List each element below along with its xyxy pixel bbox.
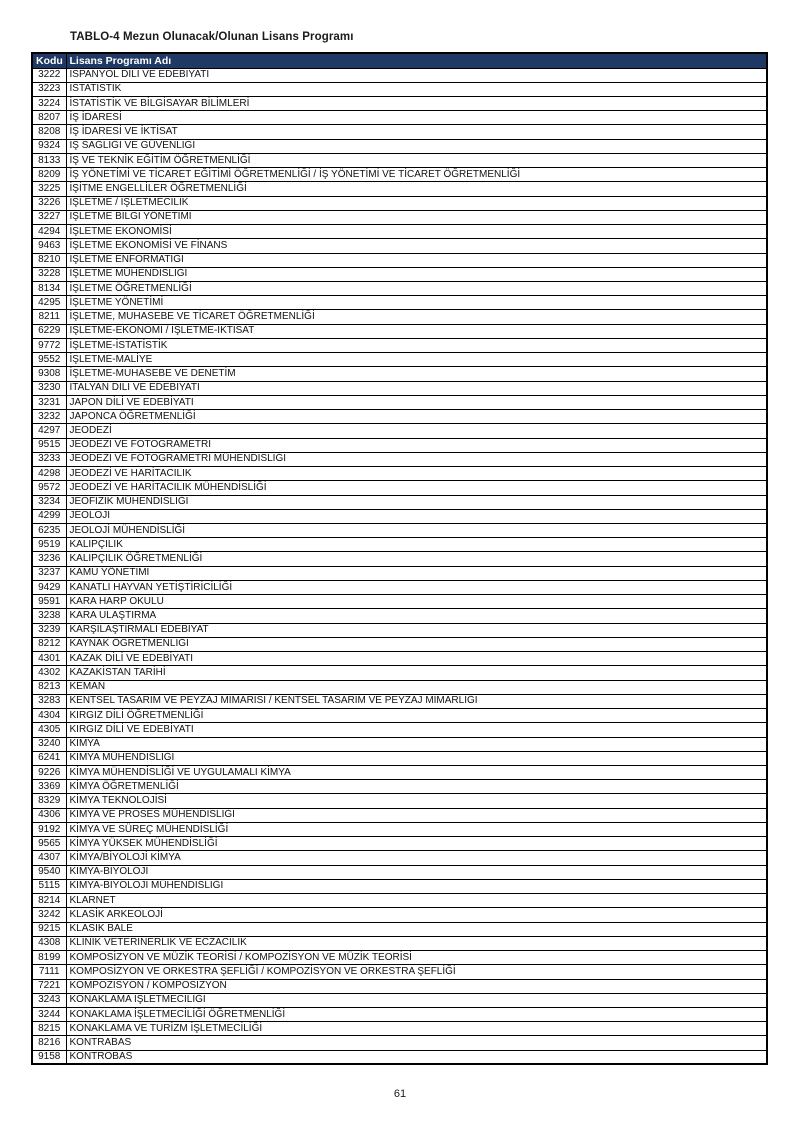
program-code: 4299 [32, 509, 66, 523]
table-row [32, 467, 767, 481]
program-name: KLİNİK VETERİNERLİK VE ECZACILIK [66, 936, 767, 950]
program-code: 3227 [32, 210, 66, 224]
program-name: İŞLETME ÖĞRETMENLİĞİ [66, 282, 767, 296]
table-row [32, 267, 767, 281]
table-row [32, 666, 767, 680]
program-code: 8214 [32, 894, 66, 908]
program-code: 9772 [32, 338, 66, 352]
program-name: KİMYA-BİYOLOJİ [66, 865, 767, 879]
table-row [32, 111, 767, 125]
program-name: İŞLETME-İSTATİSTİK [66, 338, 767, 352]
program-name: İŞLETME EKONOMİSİ VE FİNANS [66, 239, 767, 253]
table-row [32, 524, 767, 538]
program-code: 7221 [32, 979, 66, 993]
program-code: 8216 [32, 1036, 66, 1050]
program-name: İŞLETME BİLGİ YÖNETİMİ [66, 210, 767, 224]
program-name: KONTRABAS [66, 1036, 767, 1050]
program-name: İŞ YÖNETİMİ VE TİCARET EĞİTİMİ ÖĞRETMENLİĞİ / İŞ YÖNETİMİ VE TİCARET ÖĞRETMENLİĞİ [66, 168, 767, 182]
table-row [32, 837, 767, 851]
program-code: 3222 [32, 68, 66, 82]
program-code: 9565 [32, 837, 66, 851]
table-row [32, 580, 767, 594]
program-code: 3230 [32, 381, 66, 395]
program-name: KAMU YÖNETİMİ [66, 566, 767, 580]
table-row [32, 951, 767, 965]
program-code: 4302 [32, 666, 66, 680]
program-name: KENTSEL TASARIM VE PEYZAJ MİMARİSİ / KENTSEL TASARIM VE PEYZAJ MİMARLIĞI [66, 694, 767, 708]
program-code: 9308 [32, 367, 66, 381]
program-code: 8211 [32, 310, 66, 324]
table-row [32, 822, 767, 836]
table-row [32, 637, 767, 651]
program-code: 4295 [32, 296, 66, 310]
program-name: İŞ İDARESİ VE İKTİSAT [66, 125, 767, 139]
program-name: KİMYA MÜHENDİSLİĞİ VE UYGULAMALI KİMYA [66, 765, 767, 779]
program-code: 8207 [32, 111, 66, 125]
program-code: 3237 [32, 566, 66, 580]
program-name: KİMYA MÜHENDİSLİĞİ [66, 751, 767, 765]
table-header-row [32, 53, 767, 68]
program-name: KOMPOSİZYON VE ORKESTRA ŞEFLİĞİ / KOMPOZİSYON VE ORKESTRA ŞEFLİĞİ [66, 965, 767, 979]
table-row [32, 139, 767, 153]
table-row [32, 424, 767, 438]
program-code: 9591 [32, 595, 66, 609]
table-row [32, 737, 767, 751]
program-code: 4307 [32, 851, 66, 865]
table-row [32, 979, 767, 993]
program-name: KARA ULAŞTIRMA [66, 609, 767, 623]
program-code: 3242 [32, 908, 66, 922]
program-name: KARŞILAŞTIRMALI EDEBİYAT [66, 623, 767, 637]
table-row [32, 253, 767, 267]
program-name: İŞLETME, MUHASEBE VE TİCARET ÖĞRETMENLİĞİ [66, 310, 767, 324]
program-name: İSTATİSTİK [66, 82, 767, 96]
table-row [32, 1050, 767, 1064]
table-row [32, 509, 767, 523]
program-code: 4306 [32, 808, 66, 822]
program-code: 9515 [32, 438, 66, 452]
program-name: JEODEZİ VE HARİTACILIK [66, 467, 767, 481]
program-code: 8213 [32, 680, 66, 694]
program-name: İŞ SAĞLIĞI VE GÜVENLİĞİ [66, 139, 767, 153]
program-name: İSTATİSTİK VE BİLGİSAYAR BİLİMLERİ [66, 96, 767, 110]
program-code: 7111 [32, 965, 66, 979]
table-row [32, 395, 767, 409]
table-row [32, 353, 767, 367]
table-row [32, 239, 767, 253]
program-name: JEODEZİ VE HARİTACILIK MÜHENDİSLİĞİ [66, 481, 767, 495]
program-name: KOMPOSİZYON VE MÜZİK TEORİSİ / KOMPOZİSYON VE MÜZİK TEORİSİ [66, 951, 767, 965]
table-row [32, 296, 767, 310]
program-name: JEOLOJİ [66, 509, 767, 523]
table-row [32, 282, 767, 296]
program-name: KONAKLAMA VE TURİZM İŞLETMECİLİĞİ [66, 1022, 767, 1036]
program-code: 3369 [32, 780, 66, 794]
program-name: JEODEZİ [66, 424, 767, 438]
table-row [32, 481, 767, 495]
program-code: 3224 [32, 96, 66, 110]
program-code: 3243 [32, 993, 66, 1007]
program-table [31, 52, 768, 1065]
table-row [32, 609, 767, 623]
table-row [32, 1007, 767, 1021]
program-code: 3228 [32, 267, 66, 281]
table-row [32, 794, 767, 808]
program-code: 4294 [32, 225, 66, 239]
table-row [32, 410, 767, 424]
program-name: KONTROBAS [66, 1050, 767, 1064]
program-code: 9324 [32, 139, 66, 153]
program-name: İŞLETME EKONOMİSİ [66, 225, 767, 239]
table-row [32, 367, 767, 381]
table-row [32, 168, 767, 182]
table-row [32, 808, 767, 822]
program-code: 9572 [32, 481, 66, 495]
table-row [32, 908, 767, 922]
program-name: JEODEZİ VE FOTOGRAMETRİ MÜHENDİSLİĞİ [66, 452, 767, 466]
table-row [32, 894, 767, 908]
table-row [32, 936, 767, 950]
program-code: 8215 [32, 1022, 66, 1036]
program-code: 9226 [32, 765, 66, 779]
table-row [32, 153, 767, 167]
table-row [32, 780, 767, 794]
program-name: KAYNAK ÖĞRETMENLİĞİ [66, 637, 767, 651]
program-name: KANATLI HAYVAN YETİŞTİRİCİLİĞİ [66, 580, 767, 594]
program-code: 4305 [32, 723, 66, 737]
program-code: 4304 [32, 709, 66, 723]
program-code: 9519 [32, 538, 66, 552]
program-name: JAPONCA ÖĞRETMENLİĞİ [66, 410, 767, 424]
program-code: 4297 [32, 424, 66, 438]
program-name: KİMYA-BİYOLOJİ MÜHENDİSLİĞİ [66, 879, 767, 893]
program-name: İŞLETME / İŞLETMECİLİK [66, 196, 767, 210]
table-row [32, 879, 767, 893]
program-code: 6235 [32, 524, 66, 538]
program-code: 3244 [32, 1007, 66, 1021]
program-name: KIRGIZ DİLİ ÖĞRETMENLİĞİ [66, 709, 767, 723]
program-name: KOMPOZİSYON / KOMPOSİZYON [66, 979, 767, 993]
table-row [32, 751, 767, 765]
program-name: İŞLETME-EKONOMİ / İŞLETME-İKTİSAT [66, 324, 767, 338]
program-code: 3234 [32, 495, 66, 509]
program-name: İŞLETME-MALİYE [66, 353, 767, 367]
program-code: 9192 [32, 822, 66, 836]
program-name: İTALYAN DİLİ VE EDEBİYATI [66, 381, 767, 395]
table-row [32, 595, 767, 609]
program-code: 3283 [32, 694, 66, 708]
page-title: TABLO-4 Mezun Olunacak/Olunan Lisans Programı [70, 31, 354, 43]
program-name: KİMYA [66, 737, 767, 751]
program-code: 9215 [32, 922, 66, 936]
program-code: 9158 [32, 1050, 66, 1064]
program-name: KİMYA ÖĞRETMENLİĞİ [66, 780, 767, 794]
program-name: İŞ VE TEKNİK EĞİTİM ÖĞRETMENLİĞİ [66, 153, 767, 167]
table-row [32, 68, 767, 82]
table-row [32, 310, 767, 324]
table-row [32, 765, 767, 779]
program-code: 8210 [32, 253, 66, 267]
program-code: 3223 [32, 82, 66, 96]
program-code: 8329 [32, 794, 66, 808]
program-name: KONAKLAMA İŞLETMECİLİĞİ [66, 993, 767, 1007]
program-code: 9463 [32, 239, 66, 253]
program-code: 9429 [32, 580, 66, 594]
table-row [32, 96, 767, 110]
program-code: 9552 [32, 353, 66, 367]
table-row [32, 993, 767, 1007]
table-row [32, 652, 767, 666]
table-row [32, 196, 767, 210]
table-row [32, 324, 767, 338]
table-row [32, 865, 767, 879]
table-row [32, 694, 767, 708]
table-row [32, 623, 767, 637]
program-code: 9540 [32, 865, 66, 879]
page-number: 61 [393, 1088, 407, 1100]
program-code: 3231 [32, 395, 66, 409]
program-name: KARA HARP OKULU [66, 595, 767, 609]
table-row [32, 182, 767, 196]
program-name: KALIPÇILIK [66, 538, 767, 552]
table-row [32, 125, 767, 139]
table-row [32, 495, 767, 509]
column-header-code: Kodu [32, 53, 66, 68]
program-name: İŞLETME YÖNETİMİ [66, 296, 767, 310]
program-name: KLASİK BALE [66, 922, 767, 936]
table-row [32, 210, 767, 224]
program-code: 3240 [32, 737, 66, 751]
table-row [32, 538, 767, 552]
program-name: KİMYA TEKNOLOJİSİ [66, 794, 767, 808]
program-name: KLARNET [66, 894, 767, 908]
program-name: İŞLETME MÜHENDİSLİĞİ [66, 267, 767, 281]
program-code: 8212 [32, 637, 66, 651]
program-name: KAZAKİSTAN TARİHİ [66, 666, 767, 680]
program-code: 3233 [32, 452, 66, 466]
program-code: 3225 [32, 182, 66, 196]
program-code: 3226 [32, 196, 66, 210]
program-name: KALIPÇILIK ÖĞRETMENLİĞİ [66, 552, 767, 566]
program-name: KİMYA/BİYOLOJİ KİMYA [66, 851, 767, 865]
program-name: KIRGIZ DİLİ VE EDEBİYATI [66, 723, 767, 737]
table-row [32, 709, 767, 723]
table-row [32, 552, 767, 566]
program-name: İŞİTME ENGELLİLER ÖĞRETMENLİĞİ [66, 182, 767, 196]
program-code: 8134 [32, 282, 66, 296]
program-code: 4308 [32, 936, 66, 950]
table-row [32, 965, 767, 979]
table-row [32, 851, 767, 865]
table-row [32, 1036, 767, 1050]
table-body [32, 68, 767, 1064]
program-name: İSPANYOL DİLİ VE EDEBİYATI [66, 68, 767, 82]
program-name: KİMYA VE PROSES MÜHENDİSLİĞİ [66, 808, 767, 822]
table-row [32, 452, 767, 466]
program-code: 8208 [32, 125, 66, 139]
program-code: 3236 [32, 552, 66, 566]
table-row [32, 922, 767, 936]
table-row [32, 225, 767, 239]
program-name: JEOLOJİ MÜHENDİSLİĞİ [66, 524, 767, 538]
column-header-program-name: Lisans Programı Adı [66, 53, 767, 68]
table-row [32, 680, 767, 694]
program-name: KONAKLAMA İŞLETMECİLİĞİ ÖĞRETMENLİĞİ [66, 1007, 767, 1021]
table-row [32, 1022, 767, 1036]
program-code: 8199 [32, 951, 66, 965]
program-name: KEMAN [66, 680, 767, 694]
program-name: JAPON DİLİ VE EDEBİYATI [66, 395, 767, 409]
program-name: İŞLETME-MUHASEBE VE DENETİM [66, 367, 767, 381]
table-row [32, 381, 767, 395]
program-name: KİMYA VE SÜREÇ MÜHENDİSLİĞİ [66, 822, 767, 836]
table-row [32, 438, 767, 452]
table-row [32, 723, 767, 737]
program-code: 4298 [32, 467, 66, 481]
program-code: 6241 [32, 751, 66, 765]
program-name: JEOFİZİK MÜHENDİSLİĞİ [66, 495, 767, 509]
program-code: 6229 [32, 324, 66, 338]
program-name: KİMYA YÜKSEK MÜHENDİSLİĞİ [66, 837, 767, 851]
program-name: İŞ İDARESİ [66, 111, 767, 125]
program-name: İŞLETME ENFORMATİĞİ [66, 253, 767, 267]
program-code: 3232 [32, 410, 66, 424]
table-row [32, 82, 767, 96]
program-code: 3239 [32, 623, 66, 637]
table-row [32, 566, 767, 580]
program-name: KAZAK DİLİ VE EDEBİYATI [66, 652, 767, 666]
table-row [32, 338, 767, 352]
program-code: 8133 [32, 153, 66, 167]
program-name: JEODEZİ VE FOTOGRAMETRİ [66, 438, 767, 452]
program-code: 5115 [32, 879, 66, 893]
program-code: 4301 [32, 652, 66, 666]
program-code: 3238 [32, 609, 66, 623]
program-code: 8209 [32, 168, 66, 182]
program-name: KLASİK ARKEOLOJİ [66, 908, 767, 922]
